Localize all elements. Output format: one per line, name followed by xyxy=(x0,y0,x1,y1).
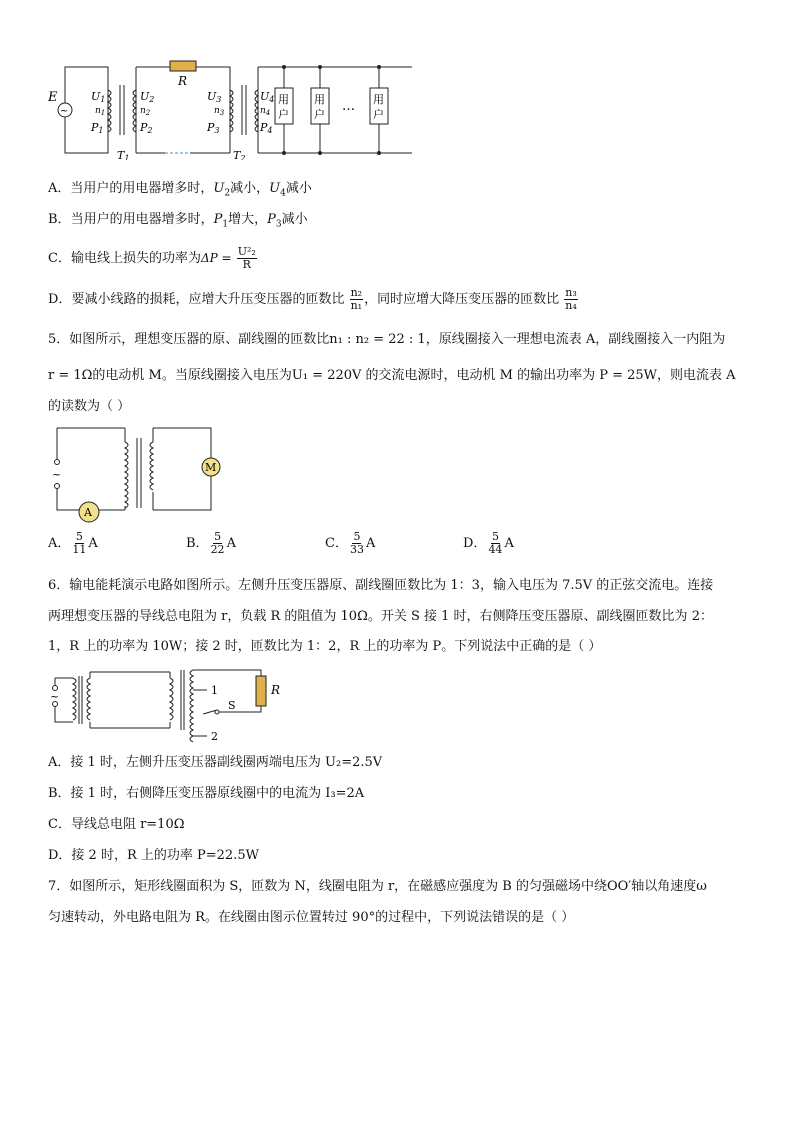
q5-option-a: A． $\frac{5}{11}$ A xyxy=(48,530,98,556)
q4-option-b: B．当用户的用电器增多时，$P_1$增大，$P_3$减小 xyxy=(48,212,308,230)
svg-text:P2: P2 xyxy=(140,121,153,135)
svg-text:U1: U1 xyxy=(91,90,106,104)
svg-text:U3: U3 xyxy=(207,90,222,104)
q6-text-line3: 1，R 上的功率为 10W；接 2 时，匝数比为 1：2，R 上的功率为 P。下列说法中正确的是（ ） xyxy=(48,639,602,654)
q6-option-a: A．接 1 时，左侧升压变压器副线圈两端电压为 U₂=2.5V xyxy=(48,755,383,770)
svg-text:~: ~ xyxy=(50,690,60,703)
svg-text:1: 1 xyxy=(211,684,218,697)
svg-text:户: 户 xyxy=(314,108,325,121)
q5-option-c: C． $\frac{5}{33}$ A xyxy=(325,530,376,556)
svg-text:P3: P3 xyxy=(207,121,220,135)
label-E: E xyxy=(48,90,58,105)
q4-option-d: D．要减小线路的损耗，应增大升压变压器的匝数比 $\frac{\text{n₂}}{\text{n₁}}$ ，同时应增大降压变压器的匝数比 $\frac{\text{n₃}}{\text{n₄}}$ xyxy=(48,286,577,312)
svg-text:M: M xyxy=(205,461,217,474)
svg-text:A: A xyxy=(84,506,92,519)
svg-text:…: … xyxy=(342,99,355,114)
svg-text:T1: T1 xyxy=(117,149,130,160)
svg-text:P1: P1 xyxy=(91,121,104,135)
svg-text:用: 用 xyxy=(373,93,384,106)
svg-text:n1: $n_1$ xyxy=(95,106,106,117)
svg-text:~: ~ xyxy=(52,468,62,481)
q5-option-d: D． $\frac{5}{44}$ A xyxy=(463,530,514,556)
svg-text:n4: $n_4$ xyxy=(260,106,271,117)
svg-text:户: 户 xyxy=(278,108,289,121)
svg-text:U2: U2 xyxy=(140,90,155,104)
figure-energy-loss-circuit xyxy=(45,664,295,744)
q6-option-c: C．导线总电阻 r=10Ω xyxy=(48,817,185,832)
q6-option-d: D．接 2 时，R 上的功率 P=22.5W xyxy=(48,848,259,863)
q6-text-line1: 6．输电能耗演示电路如图所示。左侧升压变压器原、副线圈匝数比为 1：3，输入电压为 7.5V 的正弦交流电。连接 xyxy=(48,578,714,593)
q4-option-a: A．当用户的用电器增多时，$U_2$减小，$U_4$减小 xyxy=(48,181,312,199)
figure-transmission-circuit xyxy=(40,55,420,160)
svg-text:n3: $n_3$ xyxy=(214,106,225,117)
q7-text-line1: 7．如图所示，矩形线圈面积为 S，匝数为 N，线圈电阻为 r，在磁感应强度为 B 的匀强磁场中绕OO′轴以角速度ω xyxy=(48,879,707,894)
user-label: 用 xyxy=(278,93,289,106)
q5-text-line3: 的读数为（ ） xyxy=(48,399,131,414)
svg-text:2: 2 xyxy=(211,730,218,743)
svg-text:用: 用 xyxy=(314,93,325,106)
svg-text:n2: $n_2$ xyxy=(140,106,151,117)
q5-text-line2: r = 1Ω的电动机 M。当原线圈接入电压为U₁ = 220V 的交流电源时，电动机 M 的输出功率为 P = 25W，则电流表 A xyxy=(48,368,736,383)
q6-text-line2: 两理想变压器的导线总电阻为 r，负载 R 的阻值为 10Ω。开关 S 接 1 时，右侧降压变压器原、副线圈匝数比为 2： xyxy=(48,609,713,624)
svg-text:R: R xyxy=(271,683,281,697)
q5-text-line1: 5．如图所示，理想变压器的原、副线圈的匝数比n₁ : n₂ = 22 : 1，原线圈接入一理想电流表 A，副线圈接入一内阻为 xyxy=(48,332,726,347)
svg-text:P4: P4 xyxy=(260,121,273,135)
svg-text:U4: U4 xyxy=(260,90,275,104)
label-R: R xyxy=(178,74,188,88)
q6-option-b: B．接 1 时，右侧降压变压器原线圈中的电流为 I₃=2A xyxy=(48,786,365,801)
q4-option-c: C．输电线上损失的功率为ΔP = $\frac{\text{U²₂}}{R}$ xyxy=(48,245,256,271)
q5-option-b: B． $\frac{5}{22}$ A xyxy=(186,530,236,556)
svg-text:T2: T2 xyxy=(233,149,246,160)
q7-text-line2: 匀速转动，外电路电阻为 R。在线圈由图示位置转过 90°的过程中，下列说法错误的是（ ） xyxy=(48,910,575,925)
svg-text:S: S xyxy=(228,699,236,712)
figure-transformer-motor xyxy=(45,422,230,524)
svg-text:户: 户 xyxy=(373,108,384,121)
svg-text:~: ~ xyxy=(60,106,69,117)
